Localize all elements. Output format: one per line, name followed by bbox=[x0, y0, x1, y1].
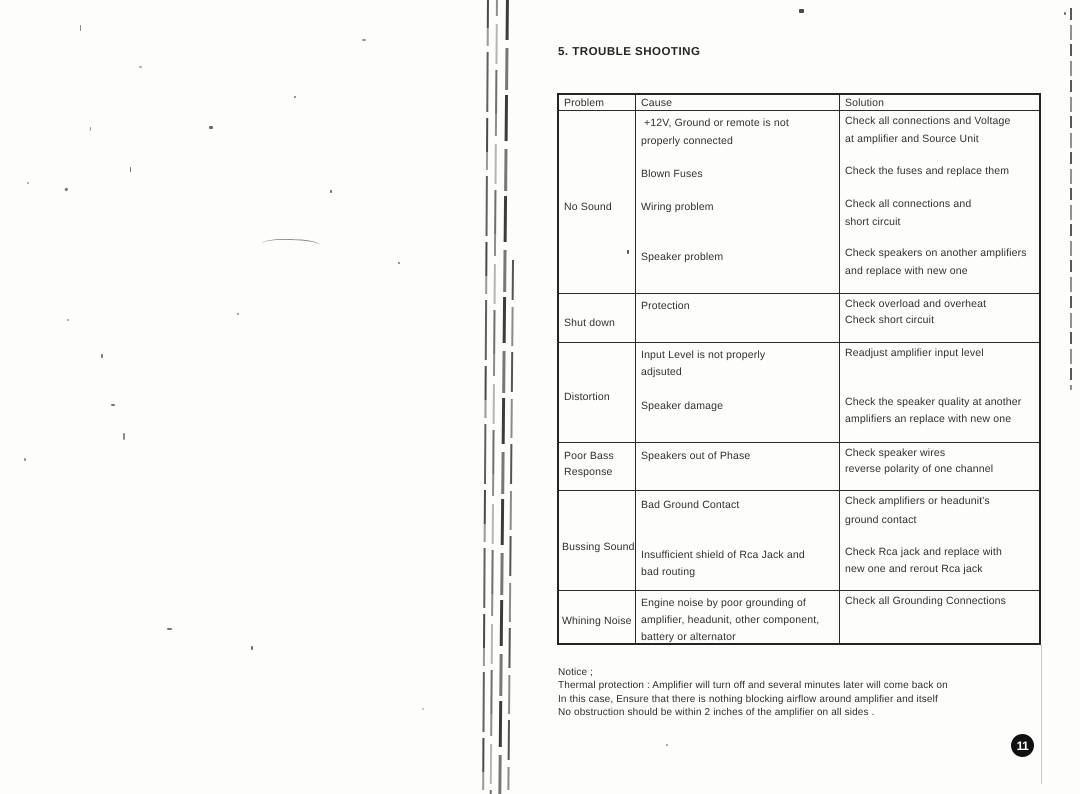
cause-line: Speaker damage bbox=[641, 400, 724, 412]
spine-scan-line bbox=[498, 0, 508, 794]
scan-speck bbox=[251, 646, 253, 650]
solution-line: Check all Grounding Connections bbox=[845, 595, 1007, 607]
scan-speck bbox=[90, 127, 91, 131]
scan-speck bbox=[167, 628, 172, 630]
notice-line: No obstruction should be within 2 inches of the amplifier on all sides . bbox=[558, 707, 875, 719]
solution-line: Check the speaker quality at another bbox=[845, 396, 1022, 408]
scan-scratch bbox=[262, 238, 320, 248]
cause-line: Speakers out of Phase bbox=[641, 450, 751, 462]
cause-line: properly connected bbox=[641, 135, 734, 147]
table-row-bussing-sound bbox=[559, 491, 1039, 591]
problem-label: Distortion bbox=[564, 391, 610, 403]
table-row-shut-down bbox=[559, 294, 1039, 343]
cause-line: Protection bbox=[641, 300, 690, 312]
cause-line: battery or alternator bbox=[641, 631, 736, 643]
table-row-whining-noise bbox=[559, 591, 1039, 643]
notice-block bbox=[558, 666, 948, 720]
solution-line: and replace with new one bbox=[845, 265, 968, 277]
solution-line: Check speakers on another amplifiers bbox=[845, 247, 1027, 259]
solution-line: at amplifier and Source Unit bbox=[845, 133, 979, 145]
scan-speck bbox=[65, 187, 69, 191]
scan-speck bbox=[330, 190, 332, 193]
page-edge-scan-line bbox=[1041, 645, 1042, 784]
troubleshooting-table bbox=[557, 93, 1041, 645]
solution-line: Check all connections and Voltage bbox=[845, 115, 1011, 127]
table-row-poor-bass bbox=[559, 443, 1039, 491]
scan-speck bbox=[27, 182, 29, 184]
scan-speck bbox=[237, 313, 239, 315]
solution-line: Check Rca jack and replace with bbox=[845, 546, 1002, 558]
solution-line: Readjust amplifier input level bbox=[845, 347, 984, 359]
cause-line: +12V, Ground or remote is not bbox=[644, 117, 789, 129]
spine-scan-line bbox=[490, 0, 498, 794]
cause-line: Insufficient shield of Rca Jack and bbox=[641, 549, 805, 561]
cause-line: Engine noise by poor grounding of bbox=[641, 597, 806, 609]
cause-line: adjsuted bbox=[641, 366, 682, 378]
problem-label: Whining Noise bbox=[562, 615, 632, 627]
scan-speck bbox=[422, 708, 424, 710]
table-row-distortion bbox=[559, 343, 1039, 443]
scan-speck bbox=[666, 744, 668, 746]
scan-speck bbox=[123, 433, 125, 440]
section-title: 5. TROUBLE SHOOTING bbox=[558, 46, 701, 58]
cause-line: Bad Ground Contact bbox=[641, 499, 740, 511]
problem-label: Poor Bass bbox=[564, 450, 614, 462]
solution-line: Check speaker wires bbox=[845, 447, 946, 459]
table-header-row bbox=[559, 95, 1039, 111]
notice-line: Notice ; bbox=[558, 667, 594, 678]
cause-line: Wiring problem bbox=[641, 201, 714, 213]
scan-speck bbox=[209, 126, 213, 129]
solution-line: new one and rerout Rca jack bbox=[845, 563, 983, 575]
solution-line: Check overload and overheat bbox=[845, 298, 987, 310]
notice-line: In this case, Ensure that there is nothing blocking airflow around amplifier and itself bbox=[558, 693, 938, 705]
column-header-problem: Problem bbox=[564, 97, 605, 109]
scan-speck bbox=[111, 404, 115, 406]
notice-line: Thermal protection : Amplifier will turn off and several minutes later will come back on bbox=[558, 680, 948, 692]
scan-speck bbox=[24, 458, 26, 461]
page-edge-scan-line bbox=[1070, 8, 1072, 390]
spine-scan-line bbox=[507, 260, 513, 790]
solution-line: Check the fuses and replace them bbox=[845, 165, 1010, 177]
scan-speck bbox=[362, 39, 366, 41]
solution-line: amplifiers an replace with new one bbox=[845, 413, 1012, 425]
solution-line: reverse polarity of one channel bbox=[845, 463, 994, 475]
scan-speck bbox=[101, 354, 103, 358]
scan-speck bbox=[80, 25, 81, 31]
page-number-badge: 11 bbox=[1011, 734, 1034, 757]
cause-line: Input Level is not properly bbox=[641, 349, 766, 361]
solution-line: Check amplifiers or headunit's bbox=[845, 495, 990, 507]
scan-speck bbox=[398, 262, 400, 264]
spine-scan-line bbox=[482, 0, 489, 794]
cause-line: Blown Fuses bbox=[641, 168, 703, 180]
problem-label: Response bbox=[564, 466, 613, 478]
solution-line: short circuit bbox=[845, 216, 901, 228]
cause-line: Speaker problem bbox=[641, 251, 724, 263]
problem-label: Bussing Sound bbox=[562, 541, 635, 553]
scan-speck bbox=[799, 9, 804, 13]
solution-line: ground contact bbox=[845, 514, 917, 526]
solution-line: Check all connections and bbox=[845, 198, 972, 210]
cause-line: bad routing bbox=[641, 566, 696, 578]
scan-speck bbox=[294, 96, 296, 98]
table-row-no-sound bbox=[559, 111, 1039, 294]
scan-speck bbox=[67, 319, 69, 321]
scan-speck bbox=[139, 66, 142, 68]
solution-line: Check short circuit bbox=[845, 314, 935, 326]
cause-line: amplifier, headunit, other component, bbox=[641, 614, 820, 626]
column-header-solution: Solution bbox=[845, 97, 885, 109]
problem-label: Shut down bbox=[564, 317, 615, 329]
scan-speck bbox=[1064, 12, 1066, 15]
column-header-cause: Cause bbox=[641, 97, 673, 109]
scan-speck bbox=[130, 167, 131, 172]
problem-label: No Sound bbox=[564, 201, 612, 213]
